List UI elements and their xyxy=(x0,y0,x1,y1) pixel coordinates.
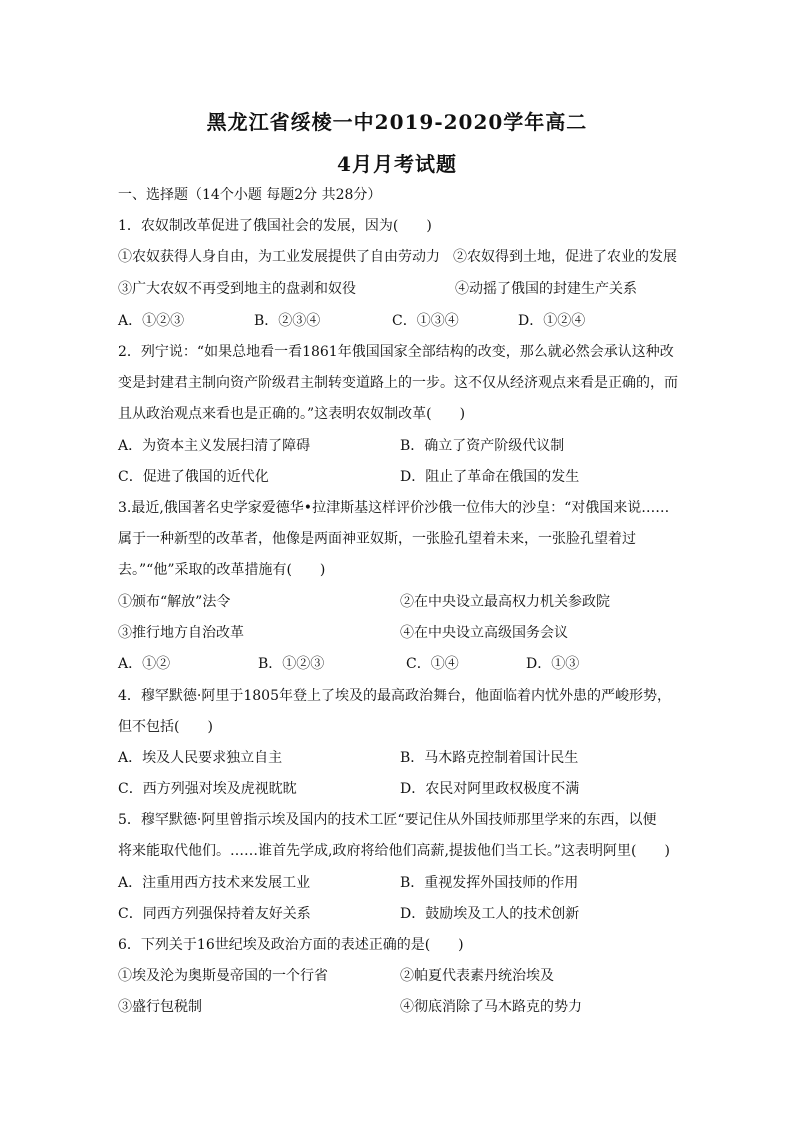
question-4-option-a: A．埃及人民要求独立自主 xyxy=(118,750,283,766)
question-4-option-b: B．马木路克控制着国计民生 xyxy=(400,750,579,766)
question-1-option-a: A．①②③ xyxy=(118,313,185,329)
question-4-line-2: 但不包括( ) xyxy=(118,719,213,735)
question-5-option-b: B．重视发挥外国技师的作用 xyxy=(400,875,579,891)
exam-title: 黑龙江省绥棱一中2019-2020学年高二 xyxy=(206,110,588,134)
question-3-option-c: C．①④ xyxy=(406,656,459,672)
question-2-line-1: 2．列宁说：“如果总地看一看1861年俄国国家全部结构的改变，那么就必然会承认这种改 xyxy=(118,344,674,360)
question-3-line-1: 3.最近,俄国著名史学家爱德华•拉津斯基这样评价沙俄一位伟大的沙皇：“对俄国来说…… xyxy=(118,500,670,516)
question-1-option-b: B．②③④ xyxy=(254,313,321,329)
exam-subtitle: 4月月考试题 xyxy=(337,152,457,176)
question-6-statement-3: ③盛行包税制 xyxy=(118,999,202,1015)
question-2-option-c: C．促进了俄国的近代化 xyxy=(118,469,269,485)
question-5-line-1: 5．穆罕默德·阿里曾指示埃及国内的技术工匠“要记住从外国技师那里学来的东西，以便 xyxy=(118,812,657,828)
question-3-option-b: B．①②③ xyxy=(258,656,325,672)
question-6-statement-2: ②帕夏代表素丹统治埃及 xyxy=(400,968,554,984)
question-5-line-2: 将来能取代他们。……谁首先学成,政府将给他们高薪,提拔他们当工长。”这表明阿里( ) xyxy=(118,843,670,859)
question-2-line-3: 且从政治观点来看也是正确的。”这表明农奴制改革( ) xyxy=(118,406,466,422)
question-2-option-b: B．确立了资产阶级代议制 xyxy=(400,438,565,454)
question-3-statement-1: ①颁布“解放”法令 xyxy=(118,594,231,610)
question-1-option-d: D．①②④ xyxy=(518,313,586,329)
section-heading: 一、选择题（14个小题 每题2分 共28分） xyxy=(118,187,382,203)
question-3-statement-3: ③推行地方自治改革 xyxy=(118,625,244,641)
question-6-statement-4: ④彻底消除了马木路克的势力 xyxy=(400,999,582,1015)
question-6-stem: 6．下列关于16世纪埃及政治方面的表述正确的是( ) xyxy=(118,937,464,953)
question-4-option-c: C．西方列强对埃及虎视眈眈 xyxy=(118,781,297,797)
question-3-option-a: A．①② xyxy=(118,656,171,672)
question-4-option-d: D．农民对阿里政权极度不满 xyxy=(400,781,580,797)
question-5-option-c: C．同西方列强保持着友好关系 xyxy=(118,906,311,922)
question-1-statement-3: ③广大农奴不再受到地主的盘剥和奴役 xyxy=(118,281,356,297)
question-5-option-d: D．鼓励埃及工人的技术创新 xyxy=(400,906,580,922)
question-3-line-2: 属于一种新型的改革者，他像是两面神亚奴斯，一张脸孔望着未来，一张脸孔望着过 xyxy=(118,531,636,547)
question-6-statement-1: ①埃及沦为奥斯曼帝国的一个行省 xyxy=(118,968,328,984)
question-1-statement-4: ④动摇了俄国的封建生产关系 xyxy=(455,281,637,297)
question-1-stem: 1．农奴制改革促进了俄国社会的发展，因为( ) xyxy=(118,218,432,234)
question-3-statement-4: ④在中央设立高级国务会议 xyxy=(400,625,568,641)
question-3-statement-2: ②在中央设立最高权力机关参政院 xyxy=(400,594,610,610)
question-4-line-1: 4．穆罕默德·阿里于1805年登上了埃及的最高政治舞台，他面临着内忧外患的严峻形势， xyxy=(118,688,671,704)
question-2-line-2: 变是封建君主制向资产阶级君主制转变道路上的一步。这不仅从经济观点来看是正确的，而 xyxy=(118,375,678,391)
question-1-statement-1: ①农奴获得人身自由，为工业发展提供了自由劳动力 xyxy=(118,249,440,265)
question-5-option-a: A．注重用西方技术来发展工业 xyxy=(118,875,311,891)
question-1-statement-2: ②农奴得到土地，促进了农业的发展 xyxy=(453,249,677,265)
question-3-line-3: 去。”“他”采取的改革措施有( ) xyxy=(118,562,326,578)
question-1-option-c: C．①③④ xyxy=(392,313,459,329)
question-3-option-d: D．①③ xyxy=(526,656,580,672)
question-2-option-a: A．为资本主义发展扫清了障碍 xyxy=(118,438,311,454)
question-2-option-d: D．阻止了革命在俄国的发生 xyxy=(400,469,580,485)
